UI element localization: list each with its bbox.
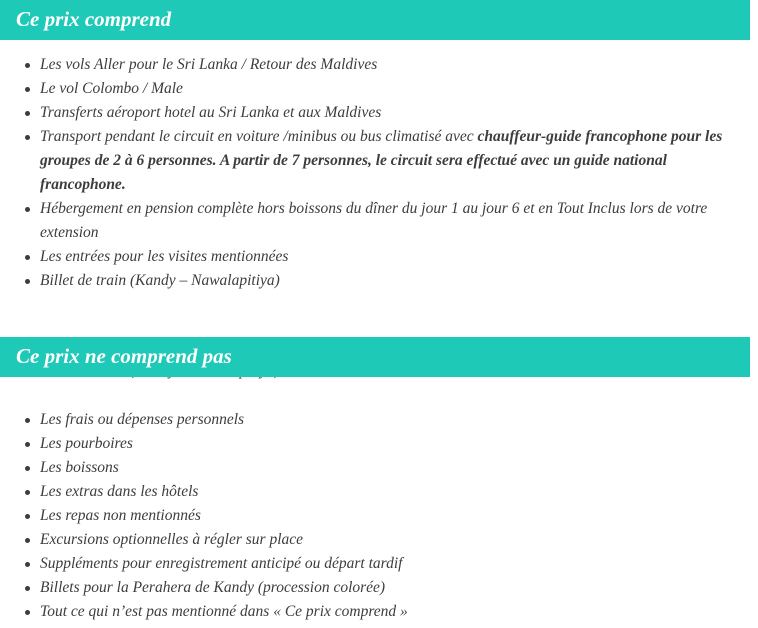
list-item-text: Les boissons — [40, 459, 119, 476]
included-list — [0, 53, 758, 293]
section-title-included: Ce prix comprend — [16, 7, 172, 31]
list-item — [0, 269, 758, 293]
list-item-text: Tout ce qui n’est pas mentionné dans « Ce prix comprend » — [40, 603, 408, 620]
list-item-text: Les extras dans les hôtels — [40, 483, 199, 500]
list-item-text: Les vols Aller pour le Sri Lanka / Retour des Maldives — [40, 56, 378, 73]
list-item — [0, 432, 758, 456]
spacer — [0, 377, 758, 408]
list-item — [0, 77, 758, 101]
list-item — [0, 528, 758, 552]
list-item — [0, 101, 758, 125]
list-item-text: Suppléments pour enregistrement anticipé ou départ tardif — [40, 555, 403, 572]
list-item — [0, 576, 758, 600]
section-body-excluded — [0, 408, 758, 624]
list-item-text: Excursions optionnelles à régler sur place — [40, 531, 304, 548]
list-item-text: Le vol Colombo / Male — [40, 80, 183, 97]
list-item-text: Transferts aéroport hotel au Sri Lanka et aux Maldives — [40, 104, 382, 121]
excluded-list — [0, 408, 758, 624]
list-item — [0, 408, 758, 432]
list-item-text: Les entrées pour les visites mentionnées — [40, 248, 289, 265]
list-item — [0, 504, 758, 528]
list-item-text: Les frais ou dépenses personnels — [40, 411, 245, 428]
list-item-text: Billets pour la Perahera de Kandy (procession colorée) — [40, 579, 386, 596]
list-item — [0, 600, 758, 624]
list-item-emphasis: chauffeur-guide francophone pour les groupes de 2 à 6 personnes. A partir de 7 personnes, le circuit sera effectué avec un guide national francophone. — [40, 128, 723, 193]
section-header-excluded-wrap — [0, 337, 758, 377]
section-header-excluded — [0, 337, 750, 377]
section-gap — [0, 293, 758, 337]
list-item-text: Billet de train (Kandy – Nawalapitiya) — [40, 272, 280, 289]
list-item-text: Hébergement en pension complète hors boissons du dîner du jour 1 au jour 6 et en Tout Inclus lors de votre extension — [40, 200, 708, 241]
list-item-text: Les repas non mentionnés — [40, 507, 201, 524]
list-item — [0, 552, 758, 576]
list-item — [0, 245, 758, 269]
section-body-included — [0, 53, 758, 293]
list-item — [0, 480, 758, 504]
section-header-included — [0, 0, 750, 40]
list-item-text: Les pourboires — [40, 435, 133, 452]
list-item-text: Transport pendant le circuit en voiture /minibus ou bus climatisé avec — [40, 128, 478, 145]
list-item — [0, 125, 758, 197]
list-item — [0, 456, 758, 480]
list-item — [0, 197, 758, 245]
section-title-excluded: Ce prix ne comprend pas — [16, 344, 232, 368]
list-item — [0, 53, 758, 77]
spacer — [0, 40, 758, 53]
